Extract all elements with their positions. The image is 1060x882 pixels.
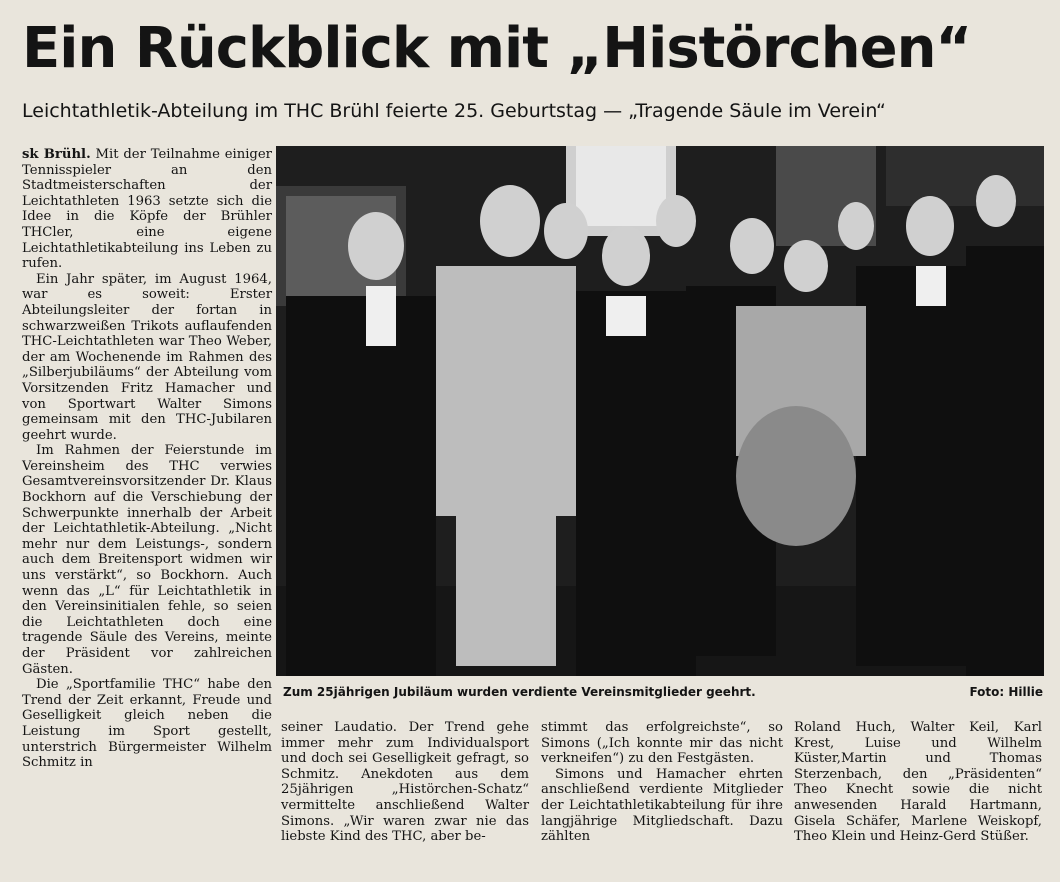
paragraph-1-text: Mit der Teilnahme einiger Tennisspieler an den Stadtmeisterschaften der Leichtathleten 1963 setzte sich die Idee in die Köpfe der Brühler THCler, eine eigene Leichtathletikabteilung ins Leben zu rufen. — [22, 147, 272, 272]
column-d-text: Roland Huch, Walter Keil, Karl Krest, Luise und Wilhelm Küster,Martin und Thomas Sterzenbach, den „Präsidenten“ Theo Knecht sowie die nicht anwesenden Harald Hartmann, Gisela Schäfer, Marlene Weiskopf, Theo Klein und Heinz-Gerd Stüßer. — [794, 720, 1042, 845]
column-c-paragraph-1: stimmt das erfolgreichste“, so Simons („Ich konnte mir das nicht verkneifen“) zu den Festgästen. — [541, 720, 783, 767]
column-c-paragraph-2: Simons und Hamacher ehrten anschließend verdiente Mitglieder der Leichtathletikabteilung für ihre langjährige Mitgliedschaft. Dazu zählten — [541, 766, 783, 845]
headline: Ein Rückblick mit „Histörchen“ — [22, 16, 972, 81]
photo-credit: Foto: Hillie — [969, 685, 1043, 699]
article-column-c — [541, 720, 783, 845]
photo-caption — [283, 684, 1043, 700]
subheadline: Leichtathletik-Abteilung im THC Brühl feierte 25. Geburtstag — „Tragende Säule im Verein“ — [22, 100, 886, 122]
article-column-left — [22, 147, 272, 771]
paragraph-2: Ein Jahr später, im August 1964, war es soweit: Erster Abteilungsleiter der fortan in schwarzweißen Trikots auflaufenden THC-Leichtathleten war Theo Weber, der am Wochenende im Rahmen des „Silberjubiläums“ der Abteilung vom Vorsitzenden Fritz Hamacher und von Sportwart Walter Simons gemeinsam mit den THC-Jubilaren geehrt wurde. — [22, 271, 272, 443]
paragraph-1 — [22, 147, 272, 272]
paragraph-3: Im Rahmen der Feierstunde im Vereinsheim des THC verwies Gesamtvereinsvorsitzender Dr. Klaus Bockhorn auf die Verschiebung der Schwerpunkte innerhalb der Arbeit der Leichtathletik-Abteilung. „Nicht mehr nur dem Leistungs-, sondern auch dem Breitensport widmen wir uns verstärkt“, so Bockhorn. Auch wenn das „L“ für Leichtathletik in den Vereinsinitialen fehle, so seien die Leichtathleten doch eine tragende Säule des Vereins, meinte der Präsident vor zahlreichen Gästen. — [22, 443, 272, 677]
byline: sk Brühl. — [22, 147, 91, 162]
group-photo — [276, 146, 1044, 676]
article-column-d — [794, 720, 1042, 845]
article-column-b — [281, 720, 529, 845]
caption-text: Zum 25jährigen Jubiläum wurden verdiente Vereinsmitglieder geehrt. — [283, 685, 756, 699]
column-b-text: seiner Laudatio. Der Trend gehe immer mehr zum Individualsport und doch sei Geselligkeit gefragt, so Schmitz. Anekdoten aus dem 25jährigen „Histörchen-Schatz“ vermittelte anschließend Walter Simons. „Wir waren zwar nie das liebste Kind des THC, aber be- — [281, 720, 529, 845]
paragraph-4: Die „Sportfamilie THC“ habe den Trend der Zeit erkannt, Freude und Geselligkeit gleich neben die Leistung im Sport gestellt, unterstrich Bürgermeister Wilhelm Schmitz in — [22, 677, 272, 771]
